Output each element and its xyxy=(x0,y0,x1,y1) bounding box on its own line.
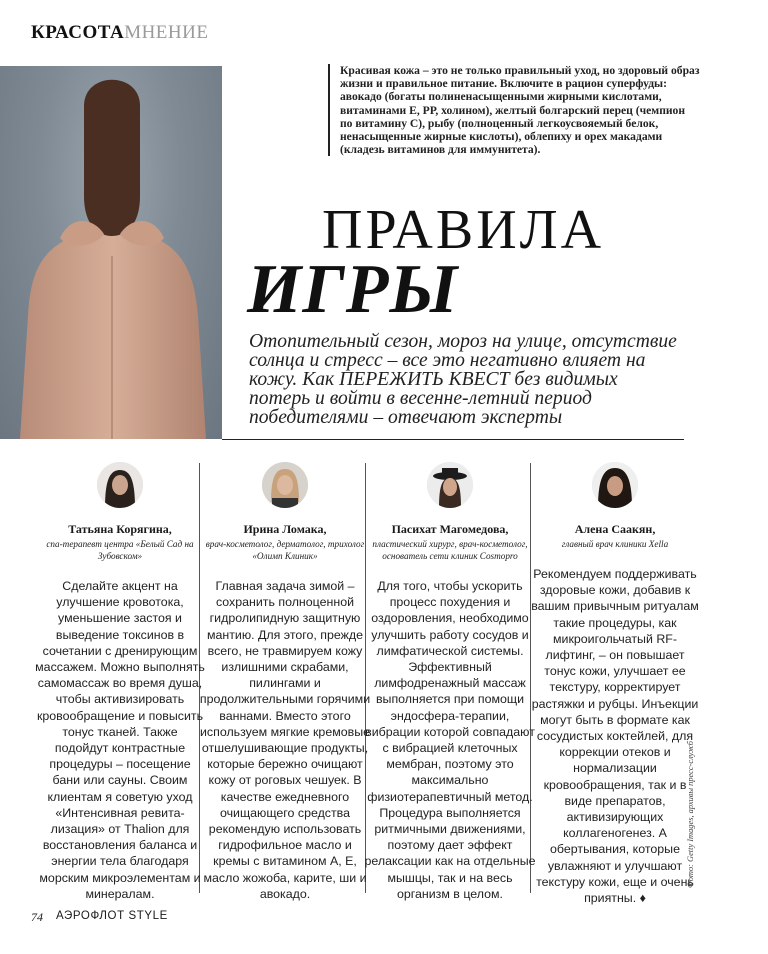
expert-text: Рекомендуем поддерживать здоровые кожи, добавив к вашим привычным ритуалам такие процедуры, как микроигольчатый RF-лифтинг, – он повышает тонус кожи, улучшает ее текстуру, корректирует растяжки и рубцы. Инъекции могут быть в формате как сосудистых коктейлей, для коррекции отеков и нормализации кровообращения, так и в виде препаратов, активизирующих коллагеногенез. А обертывания, которые увлажняют и улучшают текстуру кожи, еще и очень приятны. ♦ xyxy=(531,567,699,906)
expert-name: Алена Саакян, xyxy=(574,522,656,536)
expert-avatar xyxy=(592,462,638,508)
expert-name: Татьяна Корягина, xyxy=(68,522,172,536)
expert-avatar xyxy=(262,462,308,508)
section-name: КРАСОТА xyxy=(31,22,125,43)
expert-column xyxy=(529,462,701,906)
expert-role: главный врач клиники Xella xyxy=(561,539,669,549)
expert-column xyxy=(364,462,536,902)
page-number: 74 xyxy=(31,910,43,924)
hero-photo xyxy=(0,66,222,439)
expert-name: Ирина Ломака, xyxy=(243,522,327,536)
title-line-2: ИГРЫ xyxy=(247,251,459,328)
expert-name: Пасихат Магомедова, xyxy=(391,522,509,536)
subsection-name: МНЕНИЕ xyxy=(124,22,209,43)
expert-role: спа-терапевт центра «Белый Сад на Зубовском» xyxy=(46,539,194,561)
section-header xyxy=(31,22,208,44)
expert-role: пластический хирург, врач-косметолог, основатель сети клиник Cosmopro xyxy=(372,539,528,561)
expert-role: врач-косметолог, дерматолог, трихолог «Олимп Клиник» xyxy=(205,539,365,561)
title-line-1: ПРАВИЛА xyxy=(322,199,605,261)
expert-text: Сделайте акцент на улучшение кровотока, уменьшение застоя и выведение токсинов в сочетании с дренирующим массажем. Можно выполнять самомассаж во время душа, чтобы активизировать кровообращение и повысить тонус тканей. Также подойдут контрастные процедуры – посещение бани или сауны. Своим клиентам я советую уход «Интенсивная ревитализация» от Thalion для восстановления баланса и энергии тела благодаря морским микроэлементам и минералам. xyxy=(35,579,205,901)
expert-column xyxy=(199,462,371,902)
photo-credit: Фото: Getty Images, архивы пресс-служб xyxy=(686,740,695,888)
expert-text: Главная задача зимой – сохранить полноценной гидролипидную защитную мантию. Для этого, прежде всего, не травмируем кожу излишними скрабами, пилингами и продолжительными горячими ваннами. Вместо этого используем мягкие кремовые отшелушивающие продукты, которые бережно очищают кожу от роговых чешуек. В качестве ежедневного очищающего средства рекомендую использовать гидрофильное масло и кремы с витамином А, Е, масло жожоба, карите, ши и авокадо. xyxy=(199,579,371,901)
expert-avatar xyxy=(427,462,473,508)
intro-text: Красивая кожа – это не только правильный уход, но здоровый образ жизни и правильное питание. Включите в рацион суперфуды: авокадо (богаты полиненасыщенными жирными кислотами, витаминами Е, РР, холином), желтый болгарский перец (чемпион по витамину С), рыбу (полноценный легкоусвояемый белок, ненасыщенные жирные кислоты), облепиху и орех макадами (кладезь витаминов для иммунитета). xyxy=(328,64,700,156)
expert-column xyxy=(34,462,206,902)
expert-avatar xyxy=(97,462,143,508)
lead-paragraph: Отопительный сезон, мороз на улице, отсутствие солнца и стресс – все это негативно влияет на кожу. Как ПЕРЕЖИТЬ КВЕСТ без видимых потерь и войти в весенне-летний период победителями – отвечают эксперты xyxy=(249,331,677,428)
expert-text: Для того, чтобы ускорить процесс похудения и оздоровления, необходимо улучшить работу сосудов и лимфатической системы. Эффективный лимфодренажный массаж выполняется при помощи эндосфера-терапии, вибрации которой совпадают с вибрацией клеточных мембран, поэтому это максимально физиотерапевтичный метод. Процедура выполняется ритмичными движениями, поэтому дает эффект релаксации как на отдельные мышцы, так и на весь организм в целом. xyxy=(364,579,536,901)
publication-name: АЭРОФЛОТ STYLE xyxy=(56,910,168,922)
header-divider xyxy=(222,439,684,440)
